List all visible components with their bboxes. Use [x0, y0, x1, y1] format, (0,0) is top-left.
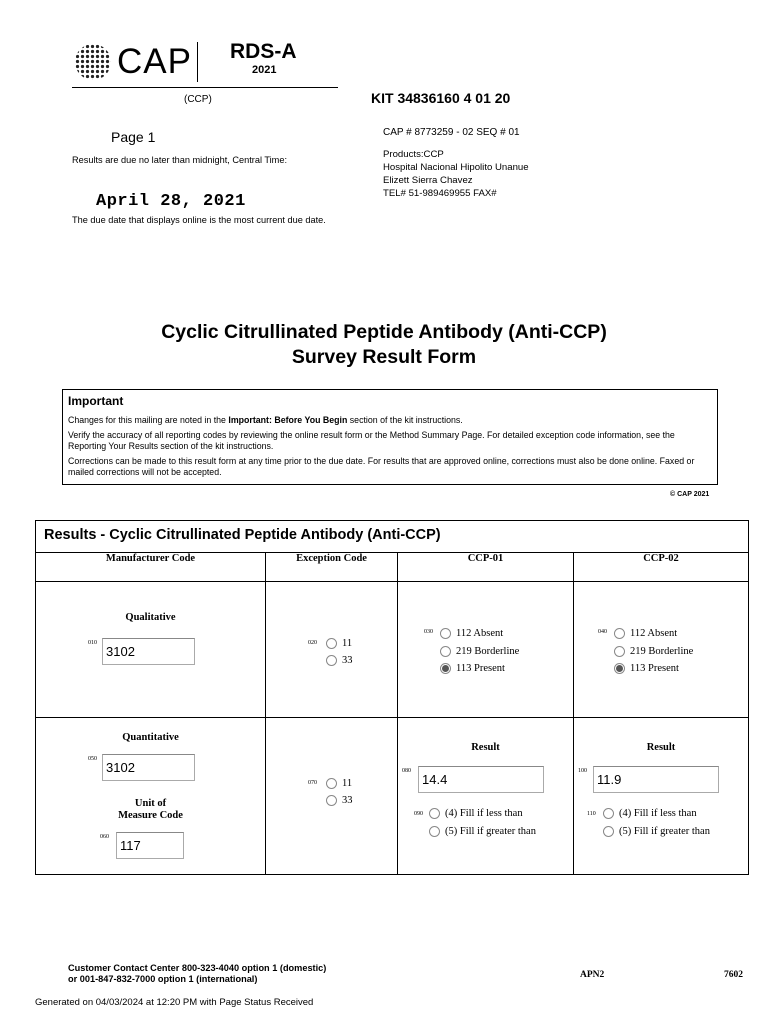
radio-icon[interactable] — [326, 655, 337, 666]
results-table — [35, 520, 749, 875]
ccp02-result-input[interactable]: 11.9 — [593, 766, 719, 793]
qual-ccp01-option-absent[interactable] — [440, 628, 503, 639]
contact-international: or 001-847-832-7000 option 1 (international) — [68, 974, 258, 984]
due-note: Results are due no later than midnight, Central Time: — [72, 155, 287, 165]
ccp01-fill-less-than[interactable] — [429, 808, 523, 819]
radio-icon[interactable] — [429, 808, 440, 819]
apn-code: APN2 — [580, 970, 605, 980]
option-label: 113 Present — [630, 663, 679, 674]
qual-ccp01-code: 030 — [424, 629, 433, 635]
radio-icon[interactable] — [326, 778, 337, 789]
qual-exception-cell — [266, 582, 398, 718]
radio-icon[interactable] — [326, 795, 337, 806]
important-p1-post: section of the kit instructions. — [347, 415, 463, 425]
important-p1-pre: Changes for this mailing are noted in the — [68, 415, 229, 425]
unit-of-measure-input[interactable]: 117 — [116, 832, 184, 859]
unit-label-line-1: Unit of — [134, 798, 167, 809]
option-label: 219 Borderline — [630, 646, 694, 657]
important-p1 — [68, 415, 712, 426]
important-notice — [62, 389, 718, 485]
quant-exception-cell — [266, 718, 398, 875]
radio-icon[interactable] — [603, 826, 614, 837]
contact-center — [68, 963, 326, 985]
due-date-note: The due date that displays online is the most current due date. — [72, 215, 326, 225]
option-label: 112 Absent — [630, 628, 678, 639]
option-label: 11 — [342, 638, 353, 649]
table-row-quantitative — [36, 718, 749, 875]
qual-ccp02-code: 040 — [598, 629, 607, 635]
qualitative-label: Qualitative — [125, 612, 176, 623]
table-row-qualitative — [36, 582, 749, 718]
cap-logo-icon — [75, 44, 111, 80]
unit-label — [36, 798, 265, 822]
title-line-2: Survey Result Form — [291, 346, 477, 368]
ccp01-result-label: Result — [471, 742, 500, 753]
unit-label-line-2: Measure Code — [118, 810, 183, 821]
ccp02-fill-greater-than[interactable] — [603, 826, 710, 837]
important-p2: Verify the accuracy of all reporting codes by reviewing the online result form or the Method Summary Page. For detailed exception code information, see the Reporting Your Results section of the kit instructions. — [68, 430, 675, 451]
page-id: 7602 — [724, 970, 743, 980]
ccp02-result-label: Result — [646, 742, 676, 753]
col-manufacturer-code: Manufacturer Code — [36, 553, 266, 582]
radio-icon[interactable] — [603, 808, 614, 819]
lab-info-hospital: Hospital Nacional Hipolito Unanue — [383, 162, 529, 173]
option-label: (5) Fill if greater than — [619, 826, 710, 837]
results-title: Results - Cyclic Citrullinated Peptide Antibody (Anti-CCP) — [36, 521, 749, 553]
important-heading: Important — [68, 394, 124, 408]
ccp02-fill-less-than[interactable] — [603, 808, 697, 819]
qual-ccp01-option-borderline[interactable] — [440, 646, 519, 657]
qual-ccp01-cell — [398, 582, 574, 718]
kit-code: (CCP) — [184, 94, 212, 105]
title-line-1: Cyclic Citrullinated Peptide Antibody (Anti-CCP) — [161, 321, 607, 343]
radio-icon[interactable] — [614, 628, 625, 639]
lab-info-contact: Elizett Sierra Chavez — [383, 175, 473, 186]
quant-ccp02-cell — [574, 718, 749, 875]
lab-info — [383, 148, 529, 200]
radio-selected-icon[interactable] — [614, 663, 625, 674]
option-label: (4) Fill if less than — [619, 808, 697, 819]
quant-ccp01-code: 080 — [402, 768, 411, 774]
qual-exception-code: 020 — [308, 640, 317, 646]
qual-exception-option-33[interactable] — [326, 655, 353, 666]
quant-exception-code: 070 — [308, 780, 317, 786]
important-p1-bold: Important: Before You Begin — [228, 415, 348, 425]
radio-icon[interactable] — [440, 628, 451, 639]
qual-ccp02-cell — [574, 582, 749, 718]
generated-note: Generated on 04/03/2024 at 12:20 PM with Page Status Received — [35, 997, 314, 1008]
lab-info-phone: TEL# 51-989469955 FAX# — [383, 188, 497, 199]
option-label: 112 Absent — [456, 628, 504, 639]
col-ccp-01: CCP-01 — [398, 553, 574, 582]
contact-domestic: Customer Contact Center 800-323-4040 option 1 (domestic) — [68, 963, 327, 973]
header-rule — [72, 87, 338, 88]
program-name: RDS-A — [230, 40, 297, 63]
option-label: (4) Fill if less than — [445, 808, 523, 819]
quant-ccp02-code: 100 — [578, 768, 587, 774]
option-label: 33 — [342, 655, 353, 666]
cap-logo-text: CAP — [117, 42, 192, 81]
important-p3: Corrections can be made to this result form at any time prior to the due date. For results that are approved online, corrections must also be done online. Faxed or mailed corrections will not be accepted. — [68, 456, 695, 477]
program-year: 2021 — [252, 64, 277, 76]
ccp02-fill-code: 110 — [587, 811, 596, 817]
option-label: 11 — [342, 778, 353, 789]
quant-exception-option-11[interactable] — [326, 778, 352, 789]
ccp01-fill-greater-than[interactable] — [429, 826, 536, 837]
quant-ccp01-cell — [398, 718, 574, 875]
qual-ccp02-option-present[interactable] — [614, 663, 679, 674]
cap-number: CAP # 8773259 - 02 SEQ # 01 — [383, 127, 520, 138]
quant-exception-option-33[interactable] — [326, 795, 353, 806]
unit-code: 060 — [100, 834, 109, 840]
quantitative-manufacturer-input[interactable]: 3102 — [102, 754, 195, 781]
kit-number: KIT 34836160 4 01 20 — [371, 90, 511, 106]
radio-icon[interactable] — [429, 826, 440, 837]
radio-selected-icon[interactable] — [440, 663, 451, 674]
page-number: Page 1 — [111, 129, 156, 145]
option-label: 219 Borderline — [456, 646, 520, 657]
option-label: 33 — [342, 795, 353, 806]
due-date: April 28, 2021 — [96, 192, 246, 211]
option-label: (5) Fill if greater than — [445, 826, 536, 837]
ccp01-result-input[interactable]: 14.4 — [418, 766, 544, 793]
qual-ccp02-option-borderline[interactable] — [614, 646, 693, 657]
option-label: 113 Present — [456, 663, 505, 674]
lab-info-products: Products:CCP — [383, 149, 444, 160]
col-ccp-02: CCP-02 — [574, 553, 749, 582]
page-title — [0, 320, 768, 370]
radio-icon[interactable] — [326, 638, 337, 649]
qual-ccp02-option-absent[interactable] — [614, 628, 677, 639]
qual-ccp01-option-present[interactable] — [440, 663, 505, 674]
col-exception-code: Exception Code — [266, 553, 398, 582]
qual-manufacturer-cell — [36, 582, 266, 718]
header-divider — [197, 42, 198, 82]
radio-icon[interactable] — [614, 646, 625, 657]
ccp01-fill-code: 090 — [414, 811, 423, 817]
qualitative-manufacturer-input[interactable]: 3102 — [102, 638, 195, 665]
qual-exception-option-11[interactable] — [326, 638, 352, 649]
qualitative-code: 010 — [88, 640, 97, 646]
quant-manufacturer-cell — [36, 718, 266, 875]
quantitative-code: 050 — [88, 756, 97, 762]
quantitative-label: Quantitative — [122, 732, 179, 743]
copyright: © CAP 2021 — [670, 491, 710, 498]
radio-icon[interactable] — [440, 646, 451, 657]
